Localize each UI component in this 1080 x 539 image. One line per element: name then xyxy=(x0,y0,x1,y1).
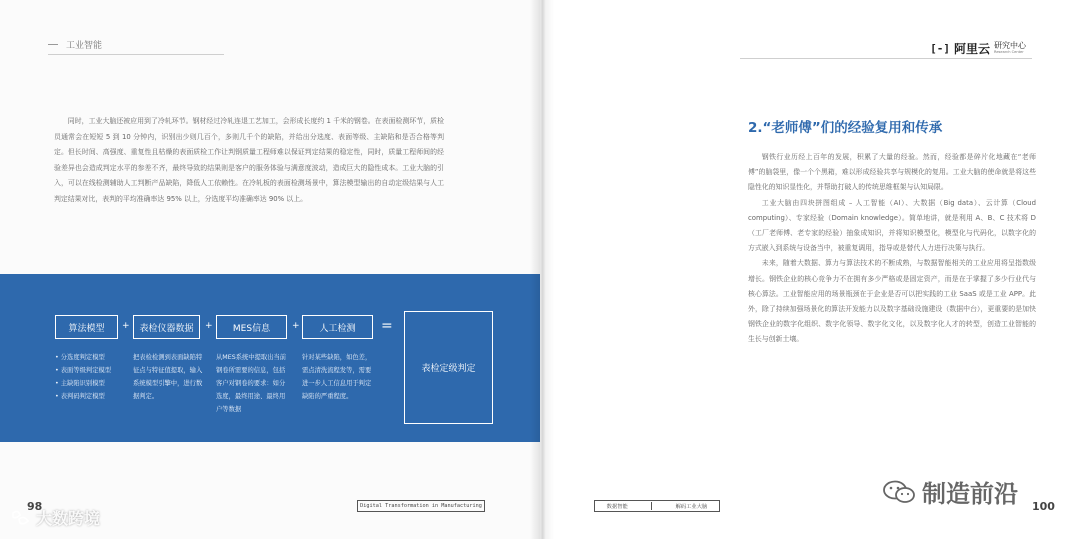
right-header-rule xyxy=(740,58,1032,59)
right-paragraph: 钢铁行业历经上百年的发展，积累了大量的经验。然而，经验都是碎片化地藏在“老师傅”的脑袋里，像一个个黑箱，难以形成经验共享与规模化的复用。工业大脑的使命就是将这些隐性化的知识显性化，并帮助打破人的传统思维框架与认知局限。 xyxy=(748,153,1036,192)
list-item: • 表面等级判定模型 xyxy=(55,364,125,377)
footer-separator xyxy=(651,502,652,510)
diagram-box-mes xyxy=(216,315,287,339)
left-paragraph: 同时，工业大脑还被应用到了冷轧环节。钢材经过冷轧连退工艺加工，会形成长度约 1 千米的钢卷。在表面检测环节，质检员通常会在短短 5 到 10 分钟内，识别出少则几百个，多则几千个的缺陷，并给出分选度、表面等级、主缺陷和是否合格等判定。但长时间、高强度、重复性且枯燥的表面质检工作让判钢质量工程师难以保证判定结果的稳定性，同时，质量工程师间的经验差异也会造成判定水平的参差不齐，最终导致的结果则是客户的服务体验与满意度波动，造成巨大的隐性成本。工业大脑的引入，可以在线检测辅助人工判断产品缺陷，降低人工依赖性。在冷轧板的表面检测场景中，算法模型输出的自动定级结果与人工判定结果对比，表判的平均准确率达 95% 以上，分选度平均准确率达 90% 以上。 xyxy=(54,117,444,203)
footer-left-label: Digital Transformation in Manufacturing xyxy=(360,503,482,509)
right-body-text xyxy=(748,150,1036,348)
wechat-icon xyxy=(882,479,916,505)
header-dash xyxy=(48,44,58,45)
watermark-right xyxy=(882,474,1018,509)
mes-text: 从MES系统中提取出当前钢卷所需要的信息，包括客户对钢卷的要求：如分选度，最终用途、最终用户等数据 xyxy=(216,354,287,413)
list-item: • 主缺陷识别模型 xyxy=(55,377,125,390)
plus-operator: + xyxy=(292,321,300,331)
watermark-left-text: 大数跨境 xyxy=(36,509,101,528)
logo-en: Research Center xyxy=(994,49,1024,54)
watermark-logo-icon xyxy=(10,509,32,527)
logo-name: 阿里云 xyxy=(953,42,990,56)
right-paragraph: 未来，随着大数据、算力与算法技术的不断成熟，与数据智能相关的工业应用将呈指数级增长。钢铁企业的核心竞争力不在拥有多少严格或是固定资产，而是在于掌握了多少行业代与核心算法。工业智能应用的场景瓶颈在于企业是否可以把实践的工业 SaaS 或是工业 APP。此外，除了持续加强场景化的算法开发能力以及数字基础设施建设（数据中台），更重要的是加快钢铁企业的数字化组织、数字化领导、数字化文化，以及数字化人才的转型，创造工业智能的生长与创新土壤。 xyxy=(748,259,1036,344)
left-header-rule xyxy=(48,54,224,55)
page-number-left: 98 xyxy=(27,500,43,513)
diagram-box-algorithm xyxy=(55,315,118,339)
list-item: • 分选度判定模型 xyxy=(55,351,125,364)
left-body-text xyxy=(54,114,444,208)
result-label: 表检定级判定 xyxy=(421,364,476,374)
footer-right-label: 数据智能 xyxy=(606,504,628,510)
footer-left-box xyxy=(357,500,485,512)
diagram-box-label: MES信息 xyxy=(232,323,271,334)
alibaba-cloud-logo xyxy=(930,40,1026,57)
left-header xyxy=(48,38,102,51)
right-paragraph: 工业大脑由四块拼图组成 – 人工智能（AI）、大数据（Big data）、云计算（Cloud computing）、专家经验（Domain knowledge）。简单地讲，就是利用 A、B、C 技术将 D（工厂老师傅、老专家的经验）抽象成知识，并将知识模型化，模型化与代码化，以数字化的方式嵌入到系统与设备当中，被重复调用，指导或是替代人力进行决策与执行。 xyxy=(748,198,1036,253)
footer-right-label: 解码工业大脑 xyxy=(675,504,708,510)
plus-operator: + xyxy=(122,321,130,331)
diagram-box-instrument xyxy=(133,315,200,339)
section-title: 2.“老师傅”们的经验复用和传承 xyxy=(748,120,943,136)
right-page xyxy=(540,0,1080,539)
diagram-box-label: 人工检测 xyxy=(319,323,356,334)
watermark-right-text: 制造前沿 xyxy=(922,480,1018,508)
page-number-right: 100 xyxy=(1032,500,1055,513)
plus-operator: + xyxy=(205,321,213,331)
logo-sub-wrap xyxy=(994,42,1026,56)
diagram-box-manual xyxy=(302,315,373,339)
book-spine-shadow xyxy=(530,0,554,539)
instrument-text: 把表检检测到表面缺陷特征点与特征值提取，输入系统模型引擎中，进行数据判定。 xyxy=(133,354,203,400)
logo-sub: 研究中心 xyxy=(994,40,1026,50)
logo-bracket-icon: [-] xyxy=(930,42,950,55)
diagram-box-label: 表检仪器数据 xyxy=(139,323,194,334)
equals-operator: = xyxy=(381,318,393,334)
diagram-box-label: 算法模型 xyxy=(68,323,105,334)
result-box xyxy=(404,311,493,424)
footer-right-box xyxy=(594,500,720,512)
left-header-label: 工业智能 xyxy=(66,41,103,51)
manual-text: 针对某些缺陷，如色差，需点清洗流程发等，需要进一步人工信息用于判定缺陷的严重程度。 xyxy=(302,354,372,400)
algorithm-list xyxy=(55,351,125,403)
watermark-left xyxy=(10,506,100,529)
list-item: • 表判码判定模型 xyxy=(55,390,125,403)
